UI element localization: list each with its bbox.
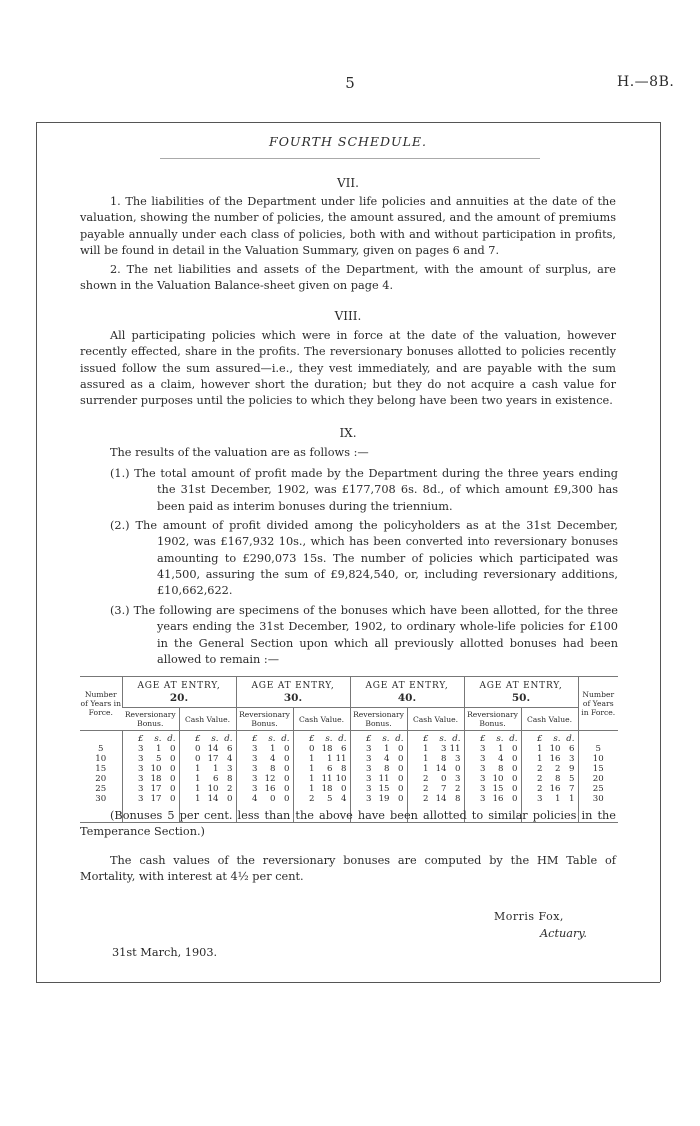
age-label: AGE AT ENTRY, xyxy=(365,680,449,691)
schedule-title: FOURTH SCHEDULE. xyxy=(269,134,427,149)
age-label: AGE AT ENTRY, xyxy=(137,680,221,691)
lsd-grid xyxy=(123,734,179,804)
years-column-header-right: Number of Years in Force. xyxy=(578,677,618,731)
amount-cell: 3 xyxy=(227,764,233,774)
amount-cell: 6 xyxy=(227,744,233,754)
amount-cell: 0 xyxy=(512,754,518,764)
amount-cell: 0 xyxy=(170,754,176,764)
currency-unit: d. xyxy=(395,734,404,744)
amount-cell: 14 xyxy=(435,794,447,804)
amount-cell: 1 xyxy=(537,754,543,764)
amount-cell: 3 xyxy=(366,764,372,774)
age-value: 40. xyxy=(397,691,417,704)
amount-cell: 3 xyxy=(138,784,144,794)
amount-cell: 1 xyxy=(555,794,561,804)
amount-cell: 8 xyxy=(441,754,447,764)
amount-cell: 3 xyxy=(138,794,144,804)
amount-cell: 0 xyxy=(309,744,315,754)
amount-cell: 2 xyxy=(423,774,429,784)
amount-cell: 16 xyxy=(264,784,276,794)
reversionary-bonus-header: Reversionary Bonus. xyxy=(464,708,521,731)
signature-title: Actuary. xyxy=(540,927,587,940)
amount-cell: 10 xyxy=(150,764,162,774)
amount-cell: 1 xyxy=(309,774,315,784)
amount-cell: 1 xyxy=(270,744,276,754)
years-value: 25 xyxy=(95,784,107,794)
amount-cell: 1 xyxy=(309,784,315,794)
amount-cell: 0 xyxy=(441,774,447,784)
currency-unit: s. xyxy=(553,734,561,744)
section-vii-paragraph-1: 1. The liabilities of the Department under life policies and annuities at the date of the valuation, showing the number of policies, the amount assured, and the amount of premiums payable annually under each class of policies, both with and without participation in profits, will be found in detail in the Valuation Summary, given on pages 6 and 7. xyxy=(80,195,616,257)
amount-cell: 18 xyxy=(321,744,333,754)
amount-cell: 18 xyxy=(150,774,162,784)
amount-cell: 3 xyxy=(252,774,258,784)
frame-border-bottom xyxy=(36,982,660,983)
amount-cell: 5 xyxy=(327,794,333,804)
lsd-grid xyxy=(522,734,578,804)
amount-cell: 0 xyxy=(512,744,518,754)
currency-unit: s. xyxy=(439,734,447,744)
amount-cell: 6 xyxy=(327,764,333,774)
years-value: 20 xyxy=(95,774,107,784)
amount-cell: 8 xyxy=(384,764,390,774)
amount-cell: 0 xyxy=(227,794,233,804)
years-value: 10 xyxy=(95,754,107,764)
amount-cell: 1 xyxy=(195,764,201,774)
amount-cell: 3 xyxy=(138,754,144,764)
amount-cell: 15 xyxy=(492,784,504,794)
amount-cell: 14 xyxy=(435,764,447,774)
amount-cell: 2 xyxy=(537,784,543,794)
amount-cell: 19 xyxy=(378,794,390,804)
amount-cell: 2 xyxy=(537,774,543,784)
currency-unit: £ xyxy=(309,734,315,744)
amount-cell: 2 xyxy=(537,764,543,774)
amount-cell: 4 xyxy=(270,754,276,764)
section-ix-item-3: (3.) The following are specimens of the bonuses which have been allotted, for the three years ending the 31st December, 1902, to ordinary whole-life policies for £100 in the General Section upon which all previously allotted bonuses had been allowed to remain :— xyxy=(110,604,618,666)
amount-cell: 1 xyxy=(213,764,219,774)
amount-cell: 5 xyxy=(156,754,162,764)
amount-cell: 3 xyxy=(252,764,258,774)
reversionary-bonus-header: Reversionary Bonus. xyxy=(122,708,179,731)
frame-border-top xyxy=(36,122,660,123)
amount-cell: 1 xyxy=(498,744,504,754)
amount-cell: 18 xyxy=(321,784,333,794)
amount-cell: 0 xyxy=(512,794,518,804)
age-value: 20. xyxy=(169,691,189,704)
amount-cell: 9 xyxy=(569,764,575,774)
amount-cell: 6 xyxy=(341,744,347,754)
currency-unit: £ xyxy=(366,734,372,744)
amount-cell: 1 xyxy=(423,764,429,774)
years-value: 25 xyxy=(592,784,604,794)
amount-cell: 3 xyxy=(480,744,486,754)
amount-cell: 8 xyxy=(270,764,276,774)
bonus-table xyxy=(80,676,618,823)
amount-cell: 4 xyxy=(498,754,504,764)
amount-cell: 3 xyxy=(366,774,372,784)
amount-cell: 16 xyxy=(549,784,561,794)
amount-cell: 10 xyxy=(335,774,347,784)
amount-cell: 8 xyxy=(227,774,233,784)
amount-cell: 4 xyxy=(341,794,347,804)
amount-cell: 1 xyxy=(195,794,201,804)
age-group-header xyxy=(350,677,464,708)
currency-unit: d. xyxy=(509,734,518,744)
amount-cell: 3 xyxy=(366,754,372,764)
currency-unit: £ xyxy=(423,734,429,744)
lsd-grid xyxy=(408,734,464,804)
amount-cell: 11 xyxy=(378,774,390,784)
currency-unit: s. xyxy=(325,734,333,744)
amount-cell: 11 xyxy=(321,774,333,784)
amount-cell: 3 xyxy=(366,794,372,804)
amount-cell: 0 xyxy=(170,784,176,794)
amount-cell: 0 xyxy=(398,744,404,754)
age-value: 50. xyxy=(511,691,531,704)
page-number: 5 xyxy=(345,74,355,92)
section-heading-viii: VIII. xyxy=(334,309,362,323)
currency-unit: £ xyxy=(195,734,201,744)
currency-unit: £ xyxy=(480,734,486,744)
amount-cell: 16 xyxy=(492,794,504,804)
lsd-grid xyxy=(237,734,293,804)
amount-cell: 5 xyxy=(569,774,575,784)
temperance-note: (Bonuses 5 per cent. less than the above have been allotted to similar policies in the Temperance Section.) xyxy=(80,809,616,839)
amount-cell: 7 xyxy=(569,784,575,794)
amount-cell: 1 xyxy=(156,744,162,754)
years-value: 15 xyxy=(592,764,604,774)
amount-cell: 0 xyxy=(170,794,176,804)
amount-cell: 11 xyxy=(335,754,347,764)
document-reference: H.—8B. xyxy=(617,74,675,90)
frame-border-right xyxy=(660,122,661,982)
amount-cell: 1 xyxy=(569,794,575,804)
amount-cell: 0 xyxy=(512,784,518,794)
document-date: 31st March, 1903. xyxy=(112,946,218,959)
amount-cell: 8 xyxy=(498,764,504,774)
amount-cell: 1 xyxy=(537,744,543,754)
amount-cell: 3 xyxy=(480,754,486,764)
years-value: 5 xyxy=(595,744,601,754)
currency-unit: £ xyxy=(252,734,258,744)
currency-unit: £ xyxy=(138,734,144,744)
amount-cell: 16 xyxy=(549,754,561,764)
amount-cell: 0 xyxy=(455,764,461,774)
amount-cell: 14 xyxy=(207,794,219,804)
lsd-grid xyxy=(465,734,521,804)
amount-cell: 0 xyxy=(284,764,290,774)
amount-cell: 3 xyxy=(455,754,461,764)
currency-unit: s. xyxy=(382,734,390,744)
amount-cell: 10 xyxy=(492,774,504,784)
amount-cell: 3 xyxy=(569,754,575,764)
amount-cell: 3 xyxy=(480,794,486,804)
amount-cell: 0 xyxy=(170,744,176,754)
amount-cell: 1 xyxy=(195,774,201,784)
amount-cell: 3 xyxy=(480,774,486,784)
amount-cell: 3 xyxy=(441,744,447,754)
years-value: 30 xyxy=(592,794,604,804)
amount-cell: 3 xyxy=(252,754,258,764)
age-label: AGE AT ENTRY, xyxy=(479,680,563,691)
amount-cell: 1 xyxy=(423,754,429,764)
amount-cell: 0 xyxy=(512,764,518,774)
age-group-header xyxy=(464,677,578,708)
amount-cell: 0 xyxy=(170,764,176,774)
amount-cell: 11 xyxy=(449,744,461,754)
currency-unit: £ xyxy=(537,734,543,744)
amount-cell: 1 xyxy=(384,744,390,754)
amount-cell: 10 xyxy=(207,784,219,794)
amount-cell: 3 xyxy=(252,784,258,794)
currency-unit: d. xyxy=(167,734,176,744)
age-value: 30. xyxy=(283,691,303,704)
amount-cell: 3 xyxy=(366,784,372,794)
section-heading-vii: VII. xyxy=(337,176,359,190)
amount-cell: 0 xyxy=(284,744,290,754)
amount-cell: 0 xyxy=(341,784,347,794)
amount-cell: 1 xyxy=(327,754,333,764)
currency-unit: d. xyxy=(224,734,233,744)
age-group-header xyxy=(236,677,350,708)
amount-cell: 0 xyxy=(512,774,518,784)
years-value: 15 xyxy=(95,764,107,774)
amount-cell: 1 xyxy=(309,764,315,774)
amount-cell: 3 xyxy=(480,764,486,774)
amount-cell: 2 xyxy=(555,764,561,774)
years-value: 5 xyxy=(98,744,104,754)
amount-cell: 1 xyxy=(423,744,429,754)
currency-unit: s. xyxy=(496,734,504,744)
amount-cell: 17 xyxy=(150,794,162,804)
currency-unit: d. xyxy=(338,734,347,744)
amount-cell: 17 xyxy=(150,784,162,794)
amount-cell: 0 xyxy=(398,794,404,804)
amount-cell: 0 xyxy=(398,774,404,784)
age-group-header xyxy=(122,677,236,708)
section-ix-intro: The results of the valuation are as follows :— xyxy=(110,446,369,459)
lsd-grid xyxy=(294,734,350,804)
amount-cell: 0 xyxy=(398,754,404,764)
amount-cell: 3 xyxy=(138,764,144,774)
lsd-grid xyxy=(180,734,236,804)
amount-cell: 2 xyxy=(423,794,429,804)
amount-cell: 0 xyxy=(170,774,176,784)
years-value: 20 xyxy=(592,774,604,784)
currency-unit: s. xyxy=(268,734,276,744)
currency-unit: d. xyxy=(452,734,461,744)
amount-cell: 2 xyxy=(423,784,429,794)
cash-value-header: Cash Value. xyxy=(179,708,236,731)
amount-cell: 8 xyxy=(341,764,347,774)
section-viii-paragraph: All participating policies which were in force at the date of the valuation, however recently effected, share in the profits. The reversionary bonuses allotted to policies recently issued follow the sum assured—i.e., they vest immediately, and are payable with the sum assured as a claim, however short the duration; but they do not acquire a cash value for surrender purposes until the policies to which they belong have been two years in existence. xyxy=(80,329,616,408)
lsd-grid xyxy=(351,734,407,804)
amount-cell: 3 xyxy=(455,774,461,784)
amount-cell: 3 xyxy=(252,744,258,754)
amount-cell: 3 xyxy=(138,744,144,754)
amount-cell: 8 xyxy=(455,794,461,804)
amount-cell: 0 xyxy=(284,784,290,794)
age-label: AGE AT ENTRY, xyxy=(251,680,335,691)
amount-cell: 0 xyxy=(284,774,290,784)
title-rule xyxy=(160,158,540,159)
amount-cell: 1 xyxy=(195,784,201,794)
section-heading-ix: IX. xyxy=(339,426,357,440)
amount-cell: 8 xyxy=(555,774,561,784)
amount-cell: 3 xyxy=(366,744,372,754)
currency-unit: s. xyxy=(154,734,162,744)
amount-cell: 4 xyxy=(384,754,390,764)
amount-cell: 17 xyxy=(207,754,219,764)
cash-value-header: Cash Value. xyxy=(293,708,350,731)
amount-cell: 12 xyxy=(264,774,276,784)
amount-cell: 0 xyxy=(398,784,404,794)
amount-cell: 4 xyxy=(252,794,258,804)
section-ix-item-1: (1.) The total amount of profit made by the Department during the three years ending the 31st December, 1902, was £177,708 6s. 8d., of which amount £9,300 has been paid as interim bonuses during the triennium. xyxy=(110,467,618,513)
years-value: 10 xyxy=(592,754,604,764)
years-column-header: Number of Years in Force. xyxy=(80,677,122,731)
amount-cell: 2 xyxy=(309,794,315,804)
amount-cell: 6 xyxy=(569,744,575,754)
cash-value-header: Cash Value. xyxy=(521,708,578,731)
reversionary-bonus-header: Reversionary Bonus. xyxy=(350,708,407,731)
amount-cell: 15 xyxy=(378,784,390,794)
amount-cell: 0 xyxy=(284,754,290,764)
amount-cell: 2 xyxy=(455,784,461,794)
amount-cell: 10 xyxy=(549,744,561,754)
cash-value-note: The cash values of the reversionary bonuses are computed by the HM Table of Mortality, with interest at 4½ per cent. xyxy=(80,854,616,884)
amount-cell: 3 xyxy=(480,784,486,794)
cash-value-header: Cash Value. xyxy=(407,708,464,731)
frame-border-left xyxy=(36,122,37,982)
amount-cell: 14 xyxy=(207,744,219,754)
currency-unit: d. xyxy=(281,734,290,744)
years-value: 30 xyxy=(95,794,107,804)
amount-cell: 4 xyxy=(227,754,233,764)
amount-cell: 2 xyxy=(227,784,233,794)
currency-unit: s. xyxy=(211,734,219,744)
amount-cell: 3 xyxy=(537,794,543,804)
amount-cell: 0 xyxy=(270,794,276,804)
amount-cell: 7 xyxy=(441,784,447,794)
section-vii-paragraph-2: 2. The net liabilities and assets of the Department, with the amount of surplus, are shown in the Valuation Balance-sheet given on page 4. xyxy=(80,263,616,293)
amount-cell: 0 xyxy=(398,764,404,774)
section-ix-item-2: (2.) The amount of profit divided among the policyholders as at the 31st December, 1902, was £167,932 10s., which has been converted into reversionary bonuses amounting to £290,073 15s. The number of policies which participated was 41,500, assuring the sum of £9,824,540, or, including reversionary additions, £10,662,622. xyxy=(110,519,618,598)
amount-cell: 3 xyxy=(138,774,144,784)
amount-cell: 1 xyxy=(309,754,315,764)
currency-unit: d. xyxy=(566,734,575,744)
amount-cell: 0 xyxy=(195,754,201,764)
amount-cell: 0 xyxy=(195,744,201,754)
reversionary-bonus-header: Reversionary Bonus. xyxy=(236,708,293,731)
signature-name: Morris Fox, xyxy=(494,910,564,923)
amount-cell: 0 xyxy=(284,794,290,804)
amount-cell: 6 xyxy=(213,774,219,784)
